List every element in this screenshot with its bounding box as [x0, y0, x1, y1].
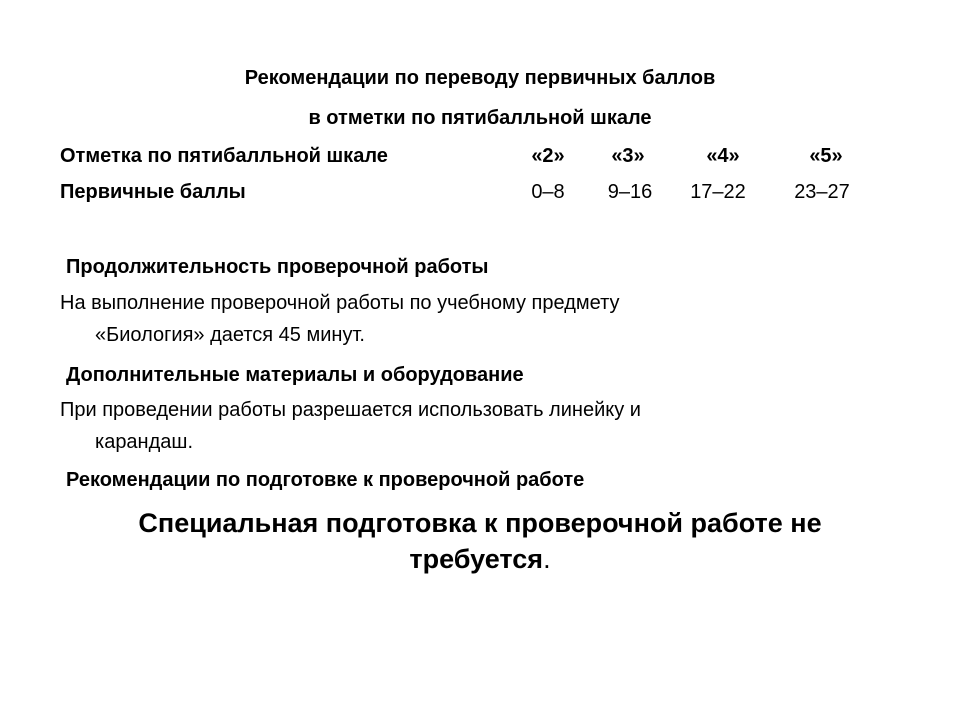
duration-text-line-2: «Биология» дается 45 минут.	[95, 324, 365, 346]
grade-2: «2»	[531, 145, 565, 167]
title-line-1: Рекомендации по переводу первичных баллов	[244, 67, 716, 89]
score-range-4: 17–22	[690, 181, 746, 203]
score-range-3: 9–16	[607, 181, 653, 203]
score-range-2: 0–8	[531, 181, 565, 203]
final-statement-word: требуется	[409, 544, 544, 574]
final-statement-period: .	[543, 544, 551, 574]
grade-row-label: Отметка по пятибалльной шкале	[60, 145, 388, 167]
grade-3: «3»	[611, 145, 645, 167]
duration-text-line-1: На выполнение проверочной работы по учебному предмету	[60, 292, 620, 314]
score-range-5: 23–27	[794, 181, 850, 203]
section-heading-duration: Продолжительность проверочной работы	[66, 256, 489, 278]
score-row-label: Первичные баллы	[60, 181, 246, 203]
final-statement-line-1: Специальная подготовка к проверочной работе не	[138, 508, 822, 538]
section-heading-materials: Дополнительные материалы и оборудование	[66, 364, 524, 386]
materials-text-line-2: карандаш.	[95, 431, 193, 453]
section-heading-preparation: Рекомендации по подготовке к проверочной работе	[66, 469, 585, 491]
title-line-2: в отметки по пятибалльной шкале	[308, 107, 652, 129]
grade-5: «5»	[809, 145, 843, 167]
materials-text-line-1: При проведении работы разрешается использовать линейку и	[60, 399, 641, 421]
final-statement-line-2	[0, 544, 960, 575]
grade-4: «4»	[706, 145, 740, 167]
